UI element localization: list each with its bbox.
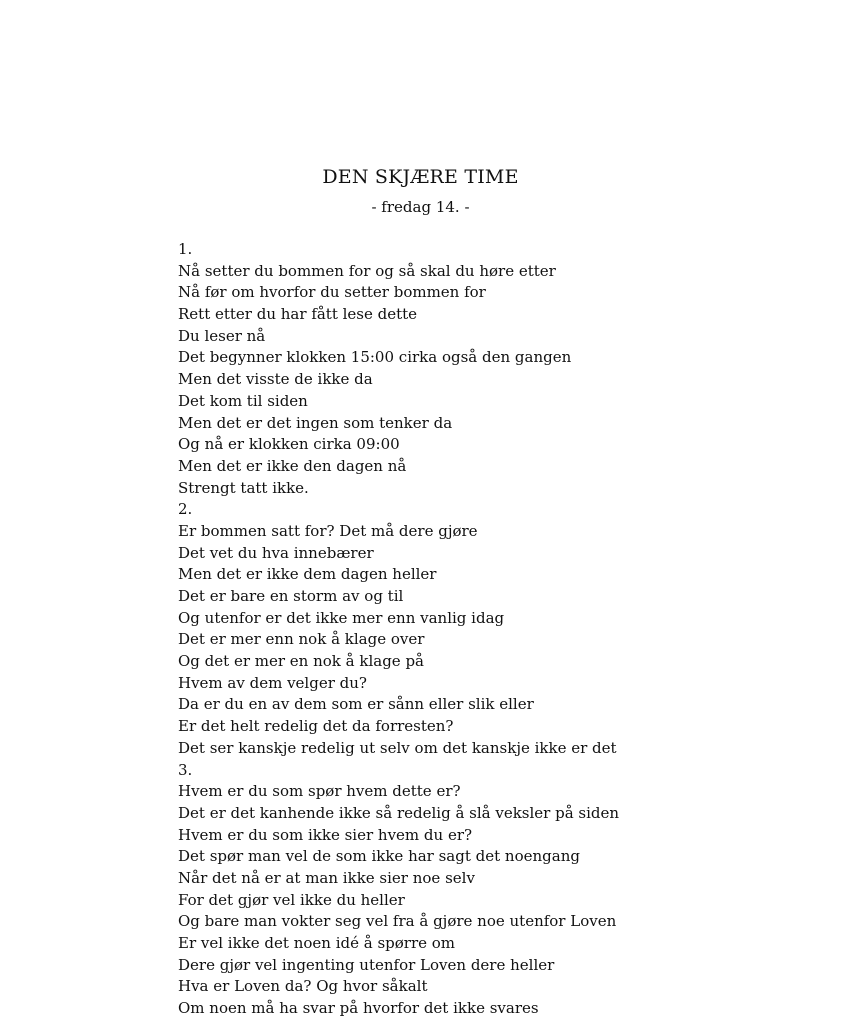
poem-line: Nå setter du bommen for og så skal du høre etter — [178, 261, 556, 280]
poem-line: Det kom til siden — [178, 391, 308, 410]
poem-line: Hvem av dem velger du? — [178, 673, 367, 692]
poem-line: Men det visste de ikke da — [178, 370, 373, 389]
poem-body — [178, 239, 818, 1020]
poem-line: Det er bare en storm av og til — [178, 587, 404, 605]
poem-line: Da er du en av dem som er sånn eller slik eller — [178, 695, 534, 714]
poem-subtitle: - fredag 14. - — [371, 198, 470, 216]
poem-line: Og bare man vokter seg vel fra å gjøre noe utenfor Loven — [178, 912, 617, 931]
poem-line: Er vel ikke det noen idé å spørre om — [178, 934, 456, 952]
poem-line: Hvem er du som spør hvem dette er? — [178, 782, 461, 801]
poem-line: Og nå er klokken cirka 09:00 — [178, 435, 400, 454]
poem-line: Du leser nå — [178, 326, 266, 345]
poem-title: DEN SKJÆRE TIME — [322, 166, 519, 188]
poem-line: 3. — [178, 760, 193, 779]
poem-line: 2. — [178, 500, 193, 519]
poem-line: Det spør man vel de som ikke har sagt det noengang — [178, 847, 580, 866]
poem-line: Det er det kanhende ikke så redelig å slå veksler på siden — [178, 803, 620, 822]
poem-line: For det gjør vel ikke du heller — [178, 890, 405, 909]
poem-line: Strengt tatt ikke. — [178, 478, 309, 497]
poem-line: Men det er ikke den dagen nå — [178, 456, 407, 475]
poem-line: Er det helt redelig det da forresten? — [178, 717, 454, 736]
poem-line: Om noen må ha svar på hvorfor det ikke svares — [178, 999, 539, 1018]
poem-line: Nå før om hvorfor du setter bommen for — [178, 283, 486, 302]
poem-line: Men det er ikke dem dagen heller — [178, 565, 437, 584]
poem-line: Er bommen satt for? Det må dere gjøre — [178, 521, 478, 540]
poem-line: Hva er Loven da? Og hvor såkalt — [178, 977, 428, 996]
poem-line: 1. — [178, 240, 193, 258]
poem-line: Og utenfor er det ikke mer enn vanlig idag — [178, 608, 505, 627]
poem-line: Det begynner klokken 15:00 cirka også den gangen — [178, 348, 572, 367]
poem-line: Det vet du hva innebærer — [178, 543, 374, 562]
poem-line: Og det er mer en nok å klage på — [178, 652, 424, 671]
poem-line: Når det nå er at man ikke sier noe selv — [178, 868, 475, 887]
poem-line: Hvem er du som ikke sier hvem du er? — [178, 825, 473, 844]
poem-line: Men det er det ingen som tenker da — [178, 413, 453, 432]
poem-line: Dere gjør vel ingenting utenfor Loven dere heller — [178, 955, 555, 974]
poem-line: Det er mer enn nok å klage over — [178, 630, 425, 649]
poem-line: Det ser kanskje redelig ut selv om det kanskje ikke er det — [178, 738, 617, 757]
poem-line: Rett etter du har fått lese dette — [178, 305, 418, 324]
